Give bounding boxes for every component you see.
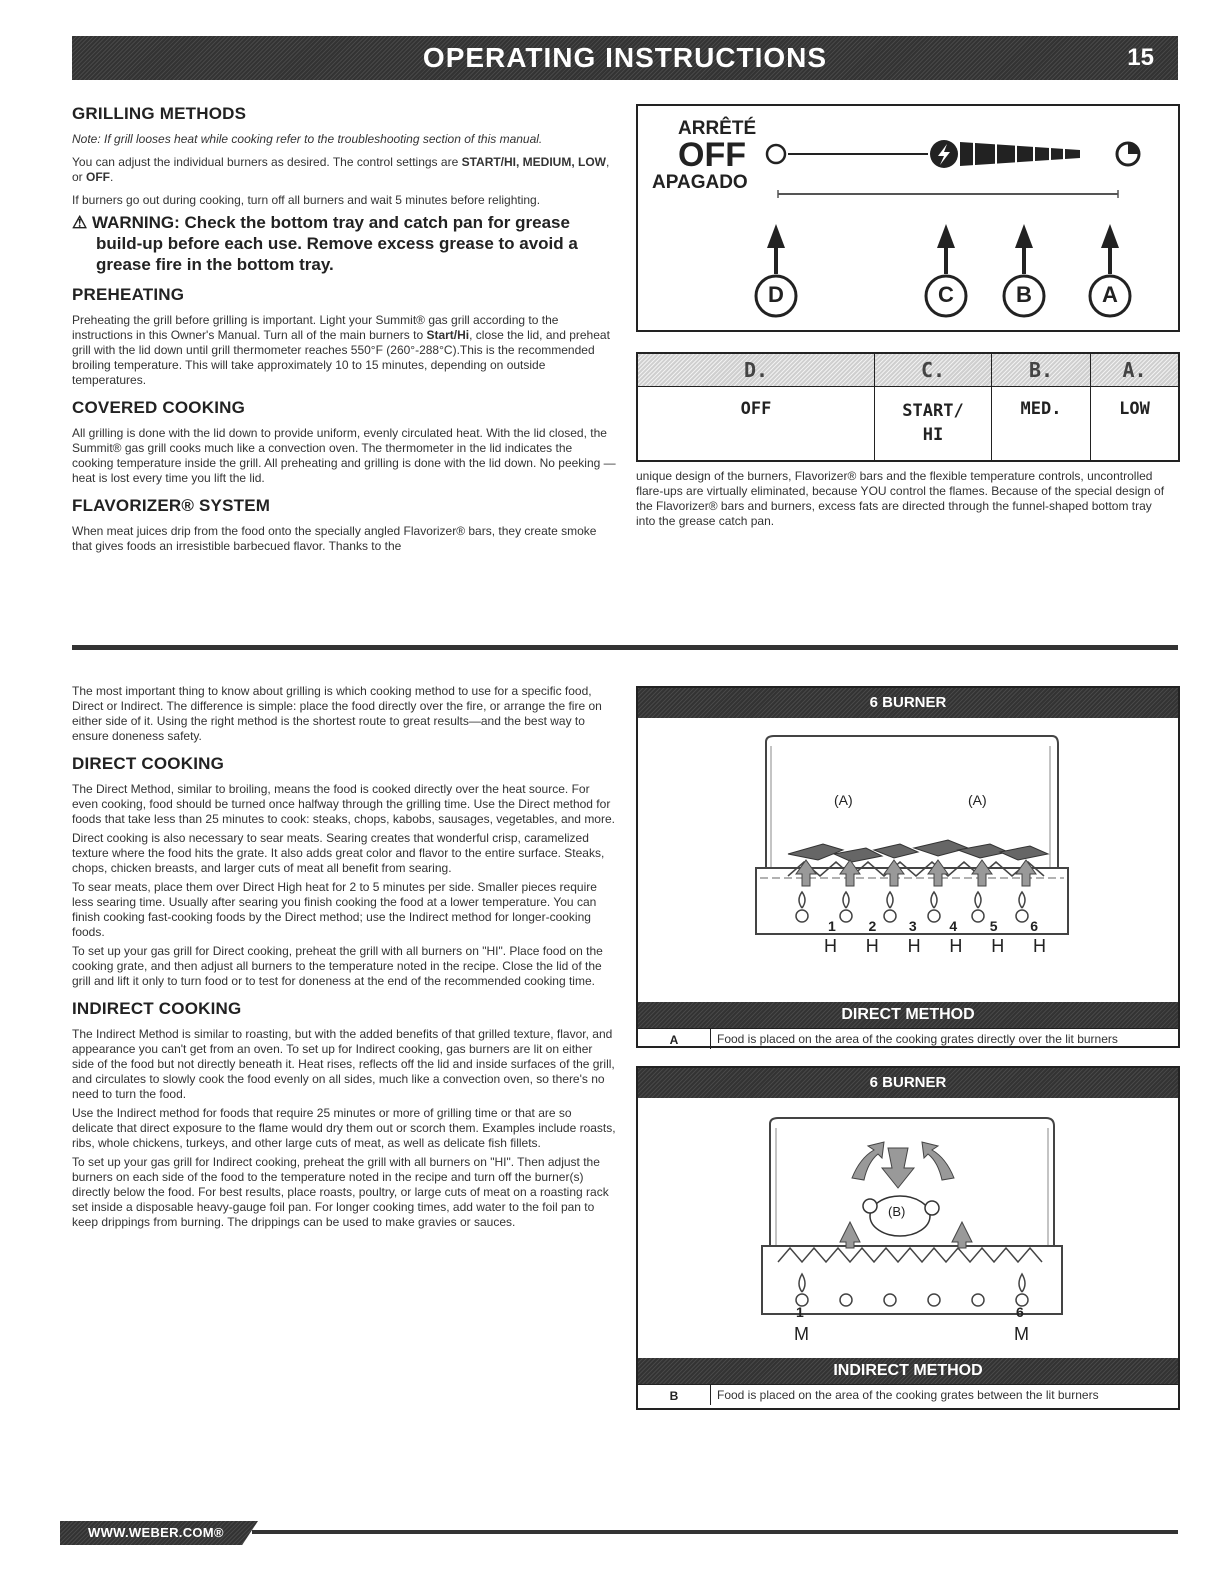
marker-c-label: C xyxy=(938,282,954,307)
top-left-column xyxy=(72,104,616,554)
control-settings-text: You can adjust the individual burners as desired. The control settings are START/HI, MEDIUM, LOW, or OFF. xyxy=(72,155,610,184)
indirect-method-panel xyxy=(636,1066,1180,1410)
warning-icon: ⚠ xyxy=(72,213,88,232)
indirect-panel-title: 6 BURNER xyxy=(638,1068,1178,1098)
food-label-a-right: (A) xyxy=(968,792,987,808)
page-title: OPERATING INSTRUCTIONS xyxy=(422,42,828,73)
marker-b-label: B xyxy=(1016,282,1032,307)
table-value-d: OFF xyxy=(637,387,875,462)
table-value-a: LOW xyxy=(1091,387,1180,462)
burner-number-row xyxy=(828,918,1038,934)
grilling-note: Note: If grill looses heat while cooking refer to the troubleshooting section of this manual. xyxy=(72,132,543,146)
table-header-b: B. xyxy=(992,353,1091,387)
direct-panel-title: 6 BURNER xyxy=(638,688,1178,718)
food-label-b: (B) xyxy=(888,1204,906,1219)
food-label-a-left: (A) xyxy=(834,792,853,808)
indirect-p1: The Indirect Method is similar to roasting, but with the added benefits of that grilled texture, flavor, and appearance you can't get from an oven. To set up for Indirect cooking, gas burners are lit on either side of the food but not directly beneath it. Heat rises, reflects off the lid and inside surfaces of the grill, and circulates to slowly cook the food evenly on all sides, much like a convection oven, so there's no need to turn the food. xyxy=(72,1027,615,1101)
indirect-cooking-heading: INDIRECT COOKING xyxy=(72,999,242,1018)
direct-cooking-heading: DIRECT COOKING xyxy=(72,754,225,773)
burner-setting: H xyxy=(865,936,879,956)
burner-setting-left: M xyxy=(794,1324,809,1344)
indirect-grill-diagram xyxy=(638,1098,1178,1352)
page-number: 15 xyxy=(1127,44,1154,71)
control-table-header-row xyxy=(637,353,1179,387)
marker-a-label: A xyxy=(1102,282,1118,307)
control-settings-table xyxy=(636,352,1180,462)
direct-method-panel xyxy=(636,686,1180,1048)
page-header xyxy=(72,36,1178,80)
direct-method-label: DIRECT METHOD xyxy=(638,1002,1178,1028)
table-header-a: A. xyxy=(1091,353,1180,387)
indirect-method-label: INDIRECT METHOD xyxy=(638,1358,1178,1384)
burner-setting: H xyxy=(824,936,837,956)
direct-p4: To set up your gas grill for Direct cooking, preheat the grill with all burners on "HI". Place food on the cooking grate, and then adjust all burners to the temperature noted in the recipe. Close the lid of the grill and lift it only to turn food or to test for doneness at the end of the recommended cooking time. xyxy=(72,944,603,988)
burner-number: 2 xyxy=(868,918,877,934)
grease-warning: ⚠ WARNING: Check the bottom tray and catch pan for grease build-up before each use. Remove excess grease to avoid a grease fire in the bottom tray. xyxy=(72,213,578,274)
preheating-text: Preheating the grill before grilling is important. Light your Summit® gas grill according to the instructions in this Owner's Manual. Turn all of the main burners to Start/Hi, close the lid, and preheat grill with the lid down until grill thermometer reaches 550°F (260°-288°C).This is the recommended broiling temperature. This will take approximately 10 to 15 minutes, depending on outside temperatures. xyxy=(72,313,610,387)
direct-description: Food is placed on the area of the cooking grates directly over the lit burners xyxy=(717,1032,1118,1046)
indirect-p2: Use the Indirect method for foods that require 25 minutes or more of grilling time or that are so delicate that direct exposure to the flame would dry them out or scorch them. Examples include roasts, ribs, whole chickens, turkeys, and other large cuts of meat, as well as delicate fish fillets. xyxy=(72,1106,616,1150)
burner-setting: H xyxy=(991,936,1005,956)
marker-d-label: D xyxy=(768,282,784,307)
burner-setting: H xyxy=(1032,936,1046,956)
burners-out-text: If burners go out during cooking, turn off all burners and wait 5 minutes before relighting. xyxy=(72,193,541,207)
table-header-c: C. xyxy=(875,353,992,387)
indirect-key: B xyxy=(638,1385,711,1405)
covered-cooking-heading: COVERED COOKING xyxy=(72,398,246,417)
flavorizer-text-right: unique design of the burners, Flavorizer® bars and the flexible temperature controls, uncontrolled flare-ups are virtually eliminated, because YOU control the flames. Because of the special design of the Flavorizer® bars and burners, excess fats are directed through the funnel-shaped bottom tray into the grease catch pan. xyxy=(636,469,1165,528)
table-value-b: MED. xyxy=(992,387,1091,462)
apagado-label: APAGADO xyxy=(652,172,748,193)
burner-number: 1 xyxy=(828,918,836,934)
burner-number: 4 xyxy=(949,918,958,934)
table-value-c: START/ HI xyxy=(875,387,992,462)
direct-key-row xyxy=(638,1028,1178,1049)
indirect-p3: To set up your gas grill for Indirect cooking, preheat the grill with all burners on "HI". Then adjust the burners on each side of the food to the temperature noted in the recipe and turn off the burner(s) directly below the food. For best results, place roasts, poultry, or large cuts of meat on a roasting rack set inside a disposable heavy-gauge foil pan. For longer cooking times, add water to the foil pan to keep drippings from burning. The drippings can be used to make gravies or sauces. xyxy=(72,1155,609,1229)
covered-cooking-text: All grilling is done with the lid down to provide uniform, evenly circulated heat. With the lid closed, the Summit® gas grill cooks much like a convection oven. The thermometer in the lid indicates the cooking temperature inside the grill. All preheating and grilling is done with the lid down. No peeking — heat is lost every time you lift the lid. xyxy=(72,426,616,485)
indirect-description: Food is placed on the area of the cooking grates between the lit burners xyxy=(717,1388,1099,1402)
burner-number-left: 1 xyxy=(796,1304,804,1320)
burner-setting-row xyxy=(824,936,1046,957)
preheating-heading: PREHEATING xyxy=(72,285,185,304)
arrete-label: ARRÊTÉ xyxy=(678,118,757,139)
flavorizer-text-left: When meat juices drip from the food onto the specially angled Flavorizer® bars, they create smoke that gives foods an irresistible barbecued flavor. Thanks to the xyxy=(72,524,597,553)
burner-setting-right: M xyxy=(1014,1324,1029,1344)
burner-setting: H xyxy=(907,936,921,956)
section-divider xyxy=(72,645,1178,650)
footer-url[interactable]: WWW.WEBER.COM® xyxy=(88,1525,224,1540)
direct-p2: Direct cooking is also necessary to sear meats. Searing creates that wonderful crisp, caramelized texture where the food hits the grate. It also adds great color and flavor to the entire surface. Steaks, chops, chicken breasts, and larger cuts of meat all benefit from searing. xyxy=(72,831,605,875)
bottom-left-column xyxy=(72,684,616,1230)
burner-setting: H xyxy=(949,936,963,956)
burner-number: 6 xyxy=(1030,918,1038,934)
control-knob-diagram xyxy=(636,104,1180,332)
indirect-grill-illustration xyxy=(638,1098,1178,1352)
cooking-method-intro: The most important thing to know about grilling is which cooking method to use for a specific food, Direct or Indirect. The difference is simple: place the food directly over the fire, or arrange the fire on either side of it. Using the right method is the shortest route to great results—and the best way to ensure doneness safety. xyxy=(72,684,602,743)
control-table-value-row xyxy=(637,387,1179,462)
off-label: OFF xyxy=(678,136,746,174)
direct-p1: The Direct Method, similar to broiling, means the food is cooked directly over the heat source. For even cooking, food should be turned once halfway through the grilling time. Use the Direct method for foods that take less than 25 minutes to cook: steaks, chops, kabobs, sausages, vegetables, and more. xyxy=(72,782,615,826)
table-header-d: D. xyxy=(637,353,875,387)
burner-number: 5 xyxy=(989,918,998,934)
flavorizer-heading: FLAVORIZER® SYSTEM xyxy=(72,496,271,515)
direct-p3: To sear meats, place them over Direct High heat for 2 to 5 minutes per side. Smaller pieces require less searing time. Usually after searing you finish cooking the food at a lower temperature. You can finish cooking fast-cooking foods by the Direct method; use the Indirect method for longer-cooking foods. xyxy=(72,880,597,939)
burner-number: 3 xyxy=(908,918,917,934)
direct-key: A xyxy=(638,1029,711,1049)
direct-grill-diagram xyxy=(638,718,1178,964)
footer-rule xyxy=(252,1530,1178,1534)
indirect-key-row xyxy=(638,1384,1178,1405)
burner-number-right: 6 xyxy=(1016,1304,1024,1320)
grilling-methods-heading: GRILLING METHODS xyxy=(72,104,247,123)
